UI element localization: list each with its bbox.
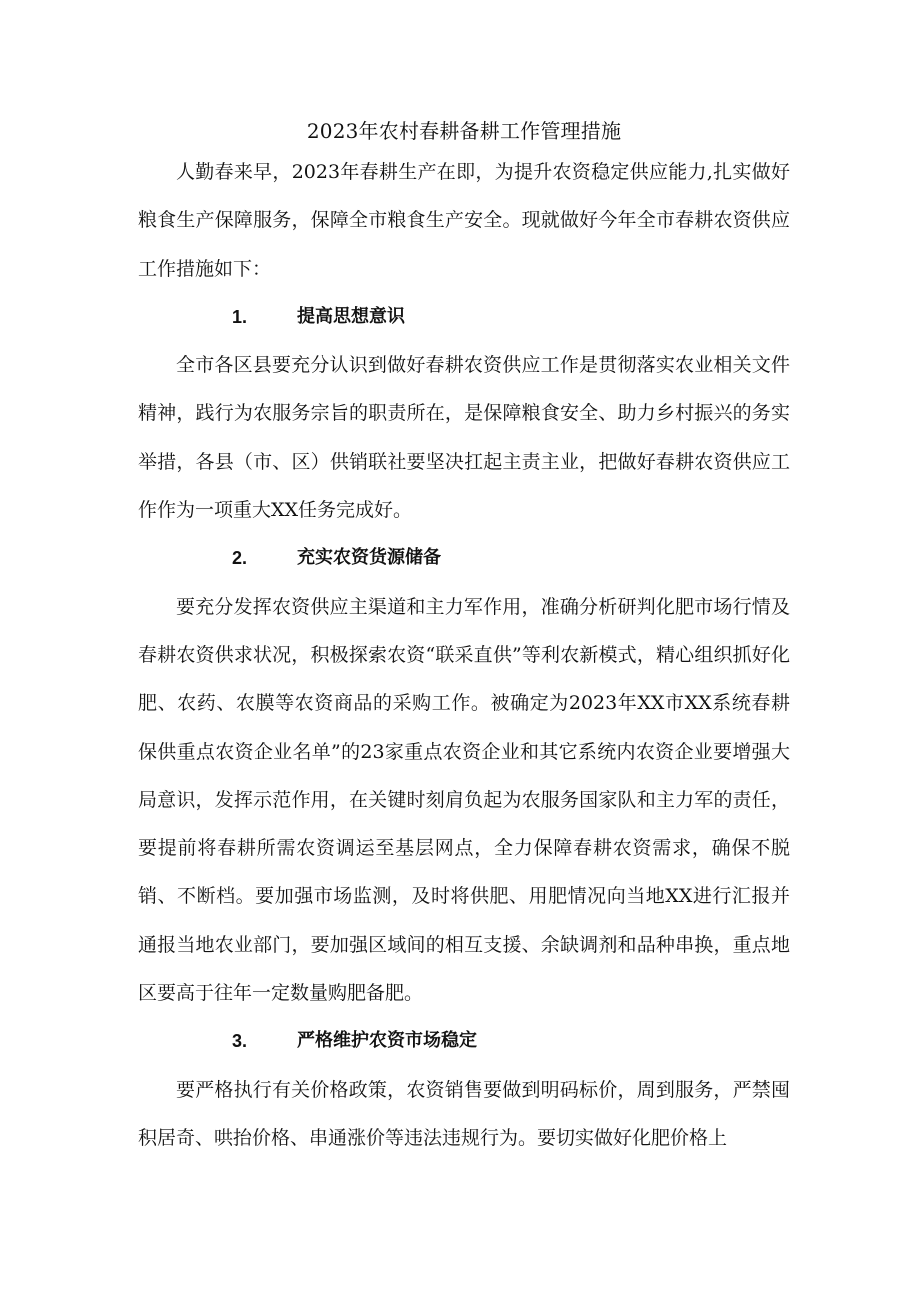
section-paragraph: 要充分发挥农资供应主渠道和主力军作用，准确分析研判化肥市场行情及春耕农资供求状况，积极探索农资“联采直供”等利农新模式，精心组织抓好化肥、农药、农膜等农资商品的采购工作。被确定为2023年XX市XX系统春耕保供重点农资企业名单”的23家重点农资企业和其它系统内农资企业要增强大局意识，发挥示范作用，在关键时刻肩负起为农服务国家队和主力军的责任，要提前将春耕所需农资调运至基层网点，全力保障春耕农资需求，确保不脱销、不断档。要加强市场监测，及时将供肥、用肥情况向当地XX进行汇报并通报当地农业部门，要加强区域间的相互支援、余缺调剂和品种串换，重点地区要高于往年一定数量购肥备肥。 (138, 595, 790, 1005)
section-paragraph: 全市各区县要充分认识到做好春耕农资供应工作是贯彻落实农业相关文件精神，践行为农服务宗旨的职责所在，是保障粮食安全、助力乡村振兴的务实举措，各县（市、区）供销联社要坚决扛起主责主业，把做好春耕农资供应工作作为一项重大XX任务完成好。 (138, 354, 790, 522)
intro-paragraph: 人勤春来早，2023年春耕生产在即，为提升农资稳定供应能力,扎实做好粮食生产保障服务，保障全市粮食生产安全。现就做好今年全市春耕农资供应工作措施如下： (138, 161, 790, 280)
section-title: 提高思想意识 (297, 305, 405, 327)
section-number: 1. (232, 306, 248, 327)
document-body (138, 114, 790, 1162)
section-paragraph: 要严格执行有关价格政策，农资销售要做到明码标价，周到服务，严禁囤积居奇、哄抬价格、串通涨价等违法违规行为。要切实做好化肥价格上 (138, 1078, 790, 1149)
section-heading-1 (138, 293, 790, 341)
section-title: 充实农资货源储备 (297, 547, 441, 569)
document-title: 2023年农村春耕备耕工作管理措施 (306, 119, 622, 143)
section-heading-2 (138, 534, 790, 582)
section-number: 3. (232, 1031, 248, 1052)
section-title: 严格维护农资市场稳定 (297, 1030, 477, 1052)
section-number: 2. (232, 548, 248, 569)
section-heading-3 (138, 1017, 790, 1065)
